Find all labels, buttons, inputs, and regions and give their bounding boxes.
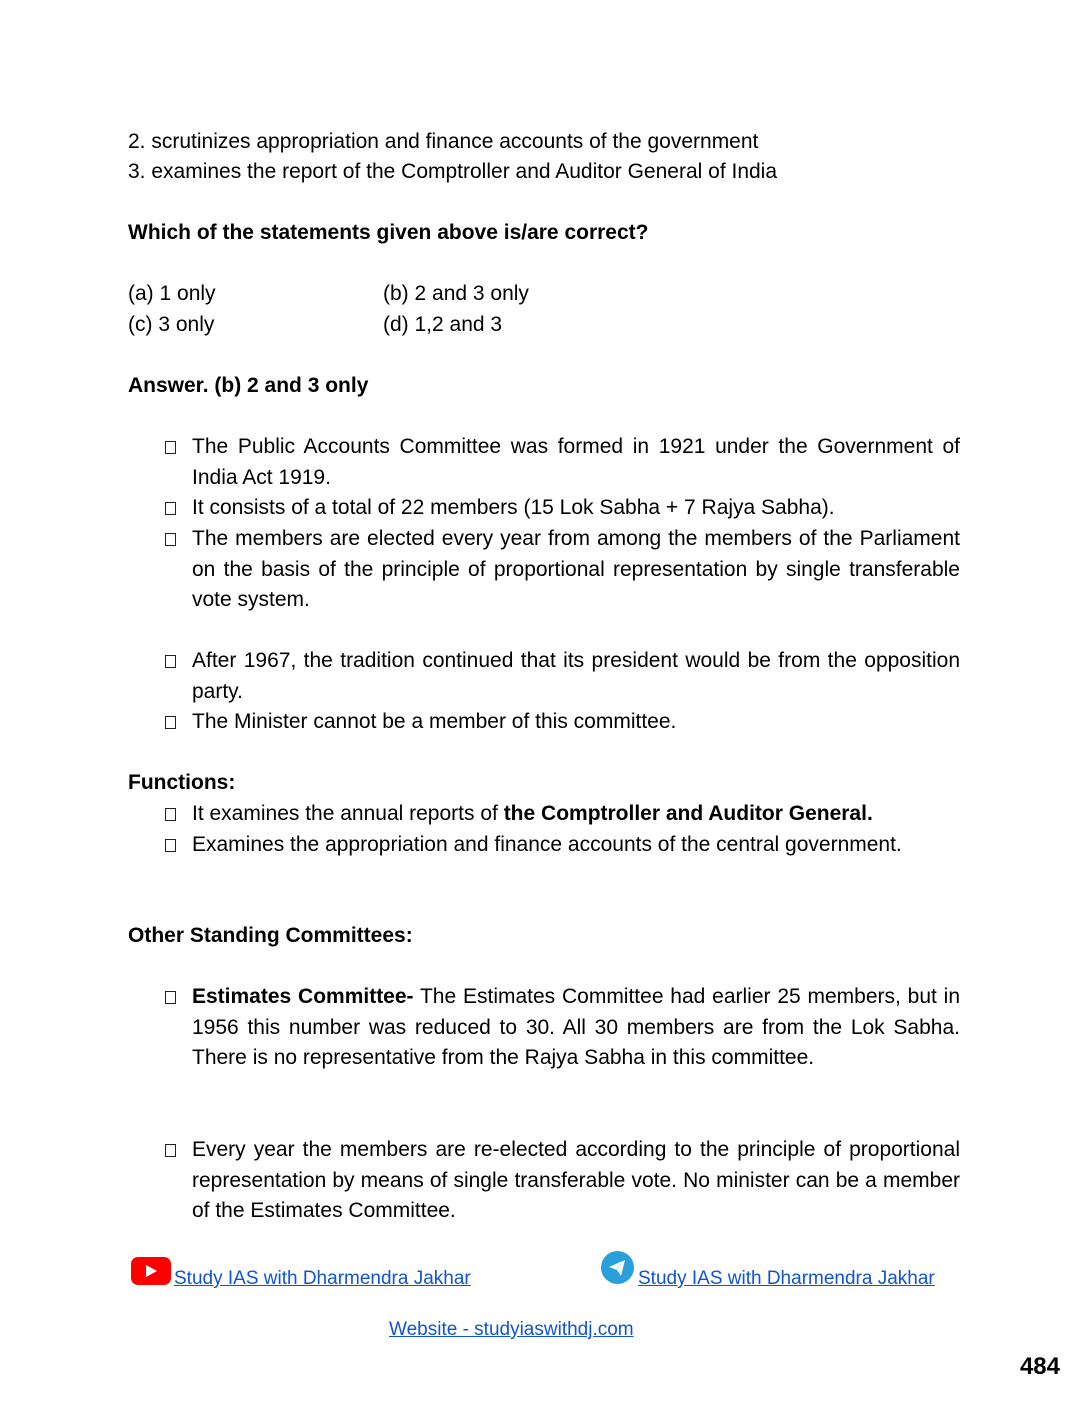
list-item: It examines the annual reports of the Comptroller and Auditor General. — [160, 799, 960, 830]
list-item: It consists of a total of 22 members (15 Lok Sabha + 7 Rajya Sabha). — [160, 493, 960, 524]
bullet-box-icon — [165, 839, 176, 852]
youtube-icon[interactable] — [131, 1257, 171, 1285]
list-item: The Minister cannot be a member of this committee. — [160, 707, 960, 738]
option-a: (a) 1 only — [128, 282, 216, 305]
list-item: After 1967, the tradition continued that its president would be from the opposition party. — [160, 646, 960, 707]
telegram-plane-icon — [601, 1251, 634, 1284]
page-number: 484 — [1019, 1353, 1060, 1380]
telegram-channel-link[interactable]: Study IAS with Dharmendra Jakhar — [638, 1268, 935, 1289]
bullet-box-icon — [165, 991, 176, 1004]
option-b: (b) 2 and 3 only — [383, 282, 529, 305]
list-item: Estimates Committee- The Estimates Committee had earlier 25 members, but in 1956 this number was reduced to 30. All 30 members are from the Lok Sabha. There is no representative from the Rajya Sabha in this committee. — [160, 982, 960, 1074]
bullet-box-icon — [165, 808, 176, 821]
list-item: The members are elected every year from among the members of the Parliament on the basis of the principle of proportional representation by single transferable vote system. — [160, 524, 960, 616]
youtube-channel-link[interactable]: Study IAS with Dharmendra Jakhar — [174, 1268, 471, 1289]
statement-2: 2. scrutinizes appropriation and finance accounts of the government — [128, 130, 759, 153]
functions-heading: Functions: — [128, 771, 236, 794]
bullet-box-icon — [165, 1144, 176, 1157]
bullet-box-icon — [165, 716, 176, 729]
other-committees-heading: Other Standing Committees: — [128, 924, 413, 947]
bullet-box-icon — [165, 502, 176, 515]
bullet-box-icon — [165, 441, 176, 454]
option-d: (d) 1,2 and 3 — [383, 313, 503, 336]
bullet-box-icon — [165, 655, 176, 668]
estimates-committee-term: Estimates Committee- — [192, 985, 414, 1008]
statement-3: 3. examines the report of the Comptroller and Auditor General of India — [128, 160, 778, 183]
list-item: Examines the appropriation and finance accounts of the central government. — [160, 830, 960, 861]
question-prompt: Which of the statements given above is/are correct? — [128, 221, 649, 244]
cag-emphasis: the Comptroller and Auditor General. — [503, 802, 873, 825]
bullet-box-icon — [165, 533, 176, 546]
list-item: Every year the members are re-elected according to the principle of proportional representation by means of single transferable vote. No minister can be a member of the Estimates Committee. — [160, 1135, 960, 1227]
list-item: The Public Accounts Committee was formed in 1921 under the Government of India Act 1919. — [160, 432, 960, 493]
answer-line: Answer. (b) 2 and 3 only — [128, 374, 369, 397]
website-link[interactable]: Website - studyiaswithdj.com — [389, 1319, 634, 1340]
telegram-icon[interactable] — [601, 1251, 634, 1284]
option-c: (c) 3 only — [128, 313, 215, 336]
